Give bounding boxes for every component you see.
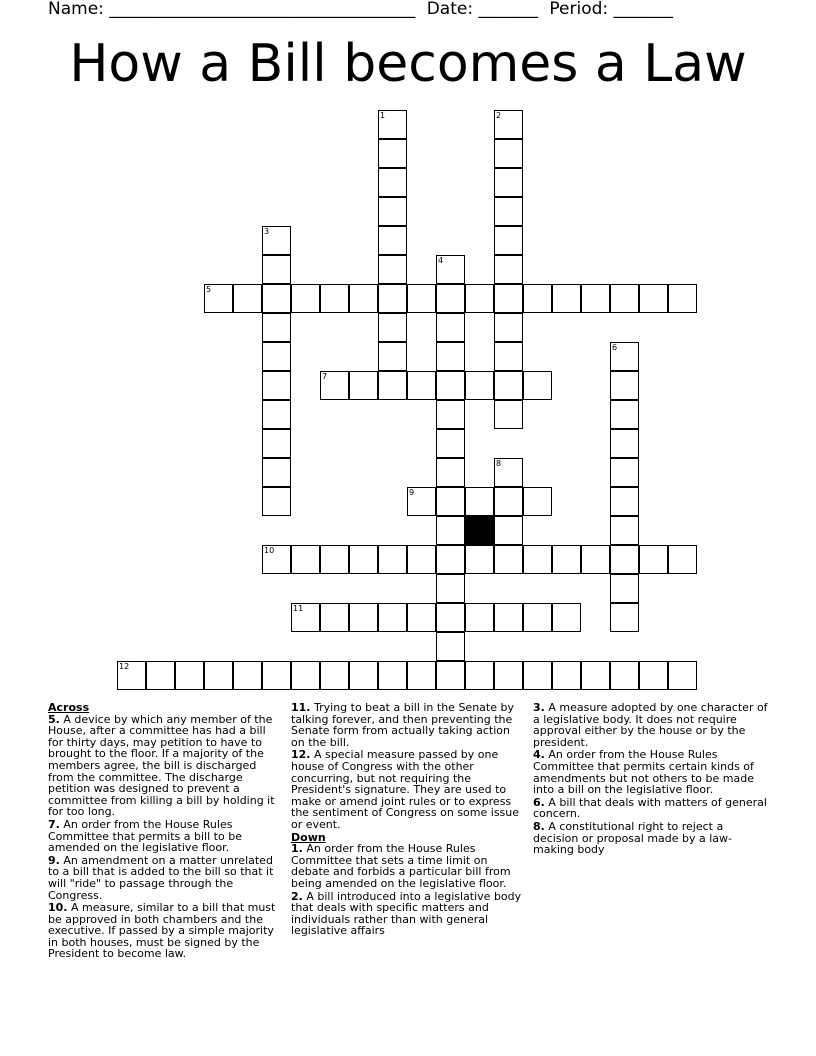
grid-cell[interactable] bbox=[610, 458, 639, 487]
grid-cell[interactable] bbox=[610, 574, 639, 603]
grid-cell[interactable] bbox=[262, 545, 291, 574]
grid-cell[interactable] bbox=[262, 400, 291, 429]
grid-cell[interactable] bbox=[378, 603, 407, 632]
grid-cell[interactable] bbox=[320, 371, 349, 400]
grid-cell[interactable] bbox=[552, 545, 581, 574]
clue-number: 6 bbox=[612, 343, 618, 352]
grid-cell[interactable] bbox=[262, 487, 291, 516]
clue-item: 2. A bill introduced into a legislative body that deals with specific matters and individuals rather than with general legislative affairs bbox=[291, 889, 522, 938]
grid-cell[interactable] bbox=[494, 516, 523, 545]
date-field[interactable]: Date: _______ bbox=[426, 0, 538, 19]
grid-cell[interactable] bbox=[668, 284, 697, 313]
clue-item: 11. Trying to beat a bill in the Senate by talking forever, and then preventing the Senate form from actually taking action on the bill. bbox=[291, 701, 514, 749]
grid-cell[interactable] bbox=[407, 661, 436, 690]
grid-cell[interactable] bbox=[262, 429, 291, 458]
grid-cell[interactable] bbox=[523, 371, 552, 400]
clue-number: 12 bbox=[119, 662, 130, 671]
grid-cell[interactable] bbox=[610, 516, 639, 545]
clue-number: 4 bbox=[438, 256, 444, 265]
grid-cell[interactable] bbox=[204, 284, 233, 313]
clue-item: 10. A measure, similar to a bill that must be approved in both chambers and the executive. If passed by a simple majority in both houses, must be signed by the President to become law. bbox=[48, 901, 276, 961]
black-square bbox=[465, 516, 494, 545]
grid-cell[interactable] bbox=[320, 661, 349, 690]
grid-cell[interactable] bbox=[436, 284, 465, 313]
grid-cell[interactable] bbox=[262, 255, 291, 284]
grid-cell[interactable] bbox=[436, 661, 465, 690]
grid-cell[interactable] bbox=[494, 487, 523, 516]
grid-cell[interactable] bbox=[407, 284, 436, 313]
grid-cell[interactable] bbox=[436, 313, 465, 342]
name-field[interactable]: Name: ____________________________________ bbox=[48, 0, 416, 19]
clue-item: 6. A bill that deals with matters of general concern. bbox=[533, 795, 767, 821]
across-heading: Across bbox=[48, 701, 90, 714]
clue-item: 5. A device by which any member of the House, after a committee has had a bill for thirty days, may petition to have to brought to the floor. If a majority of the members agree, the bill is discharged from the committee. The discharge petition was designed to prevent a committee from killing a bill by holding it for too long. bbox=[48, 712, 275, 819]
grid-cell[interactable] bbox=[639, 661, 668, 690]
grid-cell[interactable] bbox=[117, 661, 146, 690]
grid-cell[interactable] bbox=[436, 342, 465, 371]
grid-cell[interactable] bbox=[320, 603, 349, 632]
clue-number: 9 bbox=[409, 488, 415, 497]
grid-cell[interactable] bbox=[494, 284, 523, 313]
grid-cell[interactable] bbox=[465, 661, 494, 690]
grid-cell[interactable] bbox=[465, 284, 494, 313]
grid-cell[interactable] bbox=[552, 603, 581, 632]
clue-item: 7. An order from the House Rules Committee that permits a bill to be amended on the legislative floor. bbox=[48, 817, 242, 855]
grid-cell[interactable] bbox=[494, 603, 523, 632]
grid-cell[interactable] bbox=[436, 429, 465, 458]
grid-cell[interactable] bbox=[378, 371, 407, 400]
grid-cell[interactable] bbox=[291, 284, 320, 313]
grid-cell[interactable] bbox=[494, 168, 523, 197]
clue-number: 8 bbox=[496, 459, 502, 468]
grid-cell[interactable] bbox=[494, 661, 523, 690]
grid-cell[interactable] bbox=[262, 284, 291, 313]
grid-cell[interactable] bbox=[639, 545, 668, 574]
grid-cell[interactable] bbox=[349, 661, 378, 690]
grid-cell[interactable] bbox=[378, 661, 407, 690]
grid-cell[interactable] bbox=[668, 545, 697, 574]
grid-cell[interactable] bbox=[262, 313, 291, 342]
grid-cell[interactable] bbox=[407, 545, 436, 574]
grid-cell[interactable] bbox=[262, 371, 291, 400]
grid-cell[interactable] bbox=[378, 197, 407, 226]
clue-item: 9. An amendment on a matter unrelated to a bill that is added to the bill so that it will "ride" to passage through the Congress. bbox=[48, 853, 274, 902]
grid-cell[interactable] bbox=[494, 342, 523, 371]
grid-cell[interactable] bbox=[291, 661, 320, 690]
grid-cell[interactable] bbox=[233, 661, 262, 690]
grid-cell[interactable] bbox=[610, 342, 639, 371]
grid-cell[interactable] bbox=[465, 545, 494, 574]
grid-cell[interactable] bbox=[378, 342, 407, 371]
grid-cell[interactable] bbox=[523, 545, 552, 574]
grid-cell[interactable] bbox=[407, 603, 436, 632]
grid-cell[interactable] bbox=[436, 516, 465, 545]
grid-cell[interactable] bbox=[436, 400, 465, 429]
grid-cell[interactable] bbox=[610, 603, 639, 632]
grid-cell[interactable] bbox=[610, 545, 639, 574]
grid-cell[interactable] bbox=[494, 139, 523, 168]
grid-cell[interactable] bbox=[523, 661, 552, 690]
grid-cell[interactable] bbox=[436, 545, 465, 574]
grid-cell[interactable] bbox=[436, 371, 465, 400]
clue-number: 7 bbox=[322, 372, 328, 381]
grid-cell[interactable] bbox=[523, 487, 552, 516]
grid-cell[interactable] bbox=[436, 255, 465, 284]
period-field[interactable]: Period: _______ bbox=[549, 0, 674, 19]
grid-cell[interactable] bbox=[175, 661, 204, 690]
grid-cell[interactable] bbox=[436, 487, 465, 516]
grid-cell[interactable] bbox=[320, 545, 349, 574]
grid-cell[interactable] bbox=[378, 168, 407, 197]
grid-cell[interactable] bbox=[291, 545, 320, 574]
grid-cell[interactable] bbox=[349, 545, 378, 574]
grid-cell[interactable] bbox=[465, 371, 494, 400]
grid-cell[interactable] bbox=[494, 400, 523, 429]
grid-cell[interactable] bbox=[523, 603, 552, 632]
grid-cell[interactable] bbox=[610, 371, 639, 400]
clue-number: 3 bbox=[264, 227, 270, 236]
grid-cell[interactable] bbox=[262, 661, 291, 690]
grid-cell[interactable] bbox=[407, 487, 436, 516]
grid-cell[interactable] bbox=[378, 284, 407, 313]
grid-cell[interactable] bbox=[378, 110, 407, 139]
grid-cell[interactable] bbox=[494, 110, 523, 139]
clue-column-1 bbox=[48, 702, 284, 961]
grid-cell[interactable] bbox=[262, 458, 291, 487]
clue-item: 1. An order from the House Rules Committee that sets a time limit on debate and forbids a particular bill from being amended on the legislative floor. bbox=[291, 842, 511, 890]
clue-item: 4. An order from the House Rules Committee that permits certain kinds of amendments but not others to be made into a bill on the legislative floor. bbox=[533, 748, 754, 797]
grid-cell[interactable] bbox=[378, 545, 407, 574]
grid-cell[interactable] bbox=[581, 284, 610, 313]
grid-cell[interactable] bbox=[291, 603, 320, 632]
clue-number: 2 bbox=[496, 111, 502, 120]
clue-item: 3. A measure adopted by one character of a legislative body. It does not require approval either by the house or by the president. bbox=[533, 701, 768, 749]
grid-cell[interactable] bbox=[494, 197, 523, 226]
grid-cell[interactable] bbox=[262, 342, 291, 371]
clue-column-2 bbox=[291, 702, 527, 938]
grid-cell[interactable] bbox=[378, 255, 407, 284]
grid-cell[interactable] bbox=[610, 400, 639, 429]
grid-cell[interactable] bbox=[204, 661, 233, 690]
grid-cell[interactable] bbox=[581, 545, 610, 574]
grid-cell[interactable] bbox=[523, 284, 552, 313]
grid-cell[interactable] bbox=[494, 255, 523, 284]
clue-number: 10 bbox=[264, 546, 275, 555]
grid-cell[interactable] bbox=[436, 458, 465, 487]
grid-cell[interactable] bbox=[262, 226, 291, 255]
grid-cell[interactable] bbox=[639, 284, 668, 313]
grid-cell[interactable] bbox=[581, 661, 610, 690]
grid-cell[interactable] bbox=[378, 226, 407, 255]
grid-cell[interactable] bbox=[610, 429, 639, 458]
grid-cell[interactable] bbox=[552, 284, 581, 313]
clue-item: 12. A special measure passed by one house of Congress with the other concurring, but not requiring the President's signature. They are used to make or amend joint rules or to express the sentiment of Congress on some issue or event. bbox=[291, 748, 520, 831]
clue-number: 11 bbox=[293, 604, 304, 613]
grid-cell[interactable] bbox=[436, 632, 465, 661]
grid-cell[interactable] bbox=[233, 284, 262, 313]
clue-column-3 bbox=[533, 702, 769, 857]
grid-cell[interactable] bbox=[610, 661, 639, 690]
grid-cell[interactable] bbox=[146, 661, 175, 690]
grid-cell[interactable] bbox=[552, 661, 581, 690]
grid-cell[interactable] bbox=[349, 284, 378, 313]
grid-cell[interactable] bbox=[668, 661, 697, 690]
grid-cell[interactable] bbox=[465, 487, 494, 516]
grid-cell[interactable] bbox=[407, 371, 436, 400]
grid-cell[interactable] bbox=[610, 487, 639, 516]
grid-cell[interactable] bbox=[349, 371, 378, 400]
grid-cell[interactable] bbox=[465, 603, 494, 632]
grid-cell[interactable] bbox=[436, 574, 465, 603]
grid-cell[interactable] bbox=[494, 313, 523, 342]
grid-cell[interactable] bbox=[610, 284, 639, 313]
grid-cell[interactable] bbox=[378, 139, 407, 168]
clue-number: 1 bbox=[380, 111, 386, 120]
page-title: How a Bill becomes a Law bbox=[69, 34, 747, 94]
grid-cell[interactable] bbox=[494, 458, 523, 487]
clue-item: 8. A constitutional right to reject a decision or proposal made by a law-making body bbox=[533, 819, 733, 857]
grid-cell[interactable] bbox=[436, 603, 465, 632]
clue-number: 5 bbox=[206, 285, 212, 294]
down-heading: Down bbox=[291, 830, 326, 844]
grid-cell[interactable] bbox=[349, 603, 378, 632]
grid-cell[interactable] bbox=[378, 313, 407, 342]
grid-cell[interactable] bbox=[320, 284, 349, 313]
grid-cell[interactable] bbox=[494, 226, 523, 255]
grid-cell[interactable] bbox=[494, 371, 523, 400]
grid-cell[interactable] bbox=[494, 545, 523, 574]
